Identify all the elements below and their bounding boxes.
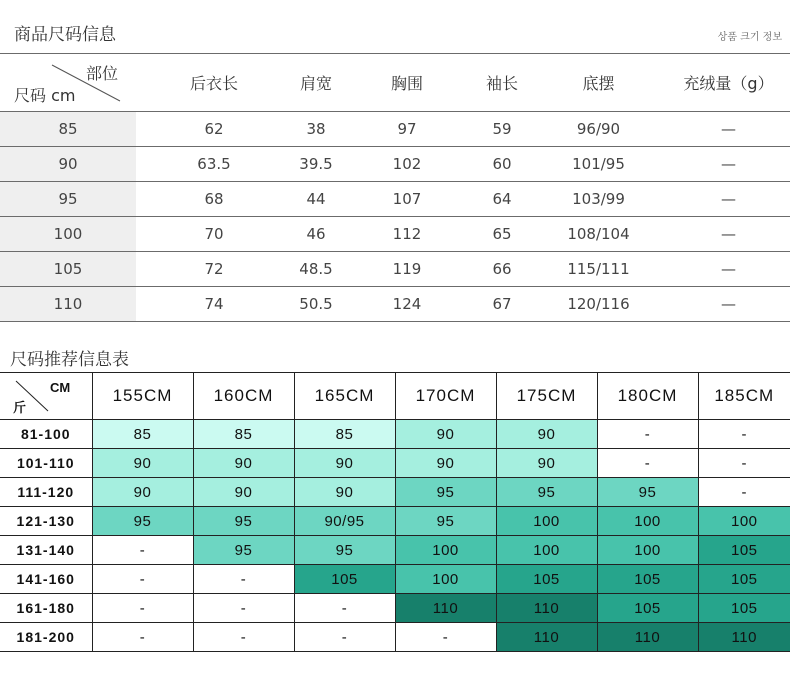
recommend-cell: 90 <box>294 449 395 478</box>
recommend-cell: 110 <box>496 594 597 623</box>
table-row <box>0 147 790 182</box>
table-cell: 108/104 <box>530 217 667 252</box>
table-cell: 119 <box>340 252 474 287</box>
weight-range-cell: 111-120 <box>0 478 92 507</box>
table-row <box>0 449 790 478</box>
header-sleeve: 袖长 <box>474 54 530 112</box>
table-cell: 115/111 <box>530 252 667 287</box>
recommend-cell: 105 <box>698 594 790 623</box>
recommend-cell: - <box>294 623 395 652</box>
table-row <box>0 252 790 287</box>
recommend-cell: 105 <box>698 565 790 594</box>
recommend-cell: 95 <box>597 478 698 507</box>
recommend-cell: 90 <box>92 478 193 507</box>
table-row <box>0 217 790 252</box>
recommend-cell: 100 <box>496 507 597 536</box>
recommend-cell: - <box>193 623 294 652</box>
header-height-155: 155CM <box>92 373 193 420</box>
recommend-cell: 100 <box>496 536 597 565</box>
recommend-cell: 90 <box>294 478 395 507</box>
table-row <box>0 594 790 623</box>
table-cell: — <box>667 217 790 252</box>
recommend-cell: 100 <box>597 507 698 536</box>
recommend-cell: - <box>597 449 698 478</box>
recommend-cell: 110 <box>698 623 790 652</box>
size-info-header-row <box>0 54 790 112</box>
recommend-cell: 90 <box>496 420 597 449</box>
recommend-cell: 95 <box>496 478 597 507</box>
header-back-length: 后衣长 <box>136 54 292 112</box>
table-cell: 112 <box>340 217 474 252</box>
recommend-cell: 95 <box>294 536 395 565</box>
recommend-cell: 95 <box>193 507 294 536</box>
corner-label-size: 尺码 cm <box>14 86 76 105</box>
table-cell: 62 <box>136 112 292 147</box>
recommend-cell: 95 <box>395 507 496 536</box>
header-down-fill: 充绒量（g） <box>667 54 790 112</box>
table-cell: 64 <box>474 182 530 217</box>
table-row <box>0 182 790 217</box>
recommend-cell: 90/95 <box>294 507 395 536</box>
recommend-cell: 95 <box>395 478 496 507</box>
weight-range-cell: 161-180 <box>0 594 92 623</box>
recommend-cell: 90 <box>395 449 496 478</box>
table-cell: 74 <box>136 287 292 322</box>
table-cell: 50.5 <box>292 287 340 322</box>
recommend-cell: 85 <box>193 420 294 449</box>
recommend-cell: 110 <box>496 623 597 652</box>
recommend-cell: 90 <box>395 420 496 449</box>
weight-range-cell: 181-200 <box>0 623 92 652</box>
table-cell: 46 <box>292 217 340 252</box>
corner-label-part: 部位 <box>86 64 119 83</box>
recommend-cell: - <box>395 623 496 652</box>
table-cell: 72 <box>136 252 292 287</box>
recommend-cell: - <box>698 478 790 507</box>
recommend-cell: 90 <box>92 449 193 478</box>
header-height-160: 160CM <box>193 373 294 420</box>
weight-range-cell: 141-160 <box>0 565 92 594</box>
recommend-cell: - <box>92 623 193 652</box>
table-row <box>0 536 790 565</box>
table-cell: 120/116 <box>530 287 667 322</box>
header-height-180: 180CM <box>597 373 698 420</box>
corner-label-weight: 斤 <box>13 400 28 415</box>
recommend-cell: 105 <box>496 565 597 594</box>
table-cell: 102 <box>340 147 474 182</box>
table-row <box>0 112 790 147</box>
recommend-cell: - <box>92 565 193 594</box>
table-cell: 63.5 <box>136 147 292 182</box>
recommend-cell: 105 <box>294 565 395 594</box>
table-cell: 101/95 <box>530 147 667 182</box>
table-cell: 68 <box>136 182 292 217</box>
size-recommend-table <box>0 372 790 652</box>
recommend-cell: - <box>193 565 294 594</box>
header-height-165: 165CM <box>294 373 395 420</box>
table-cell: 96/90 <box>530 112 667 147</box>
recommend-cell: 90 <box>496 449 597 478</box>
recommend-cell: 105 <box>597 594 698 623</box>
recommend-cell: - <box>193 594 294 623</box>
weight-range-cell: 121-130 <box>0 507 92 536</box>
header-chest: 胸围 <box>340 54 474 112</box>
header-height-185: 185CM <box>698 373 790 420</box>
table-cell: 65 <box>474 217 530 252</box>
table-cell: — <box>667 147 790 182</box>
table-cell: 124 <box>340 287 474 322</box>
size-cell: 95 <box>0 182 136 217</box>
recommend-cell: - <box>597 420 698 449</box>
table-cell: 107 <box>340 182 474 217</box>
recommend-cell: 105 <box>698 536 790 565</box>
corner-label-height: CM <box>50 380 71 395</box>
size-info-corner <box>0 54 136 112</box>
recommend-cell: 100 <box>698 507 790 536</box>
table-cell: 67 <box>474 287 530 322</box>
recommend-cell: 110 <box>597 623 698 652</box>
size-info-subtitle: 상품 크기 정보 <box>717 32 782 43</box>
table-row <box>0 623 790 652</box>
size-cell: 110 <box>0 287 136 322</box>
recommend-cell: 105 <box>597 565 698 594</box>
size-recommend-title: 尺码推荐信息表 <box>10 350 129 370</box>
table-cell: — <box>667 112 790 147</box>
recommend-cell: 90 <box>193 449 294 478</box>
table-cell: 48.5 <box>292 252 340 287</box>
size-cell: 105 <box>0 252 136 287</box>
size-cell: 100 <box>0 217 136 252</box>
weight-range-cell: 81-100 <box>0 420 92 449</box>
table-cell: 39.5 <box>292 147 340 182</box>
table-cell: — <box>667 287 790 322</box>
recommend-cell: 95 <box>92 507 193 536</box>
table-cell: 44 <box>292 182 340 217</box>
table-cell: — <box>667 252 790 287</box>
recommend-cell: 95 <box>193 536 294 565</box>
size-info-table <box>0 53 790 322</box>
header-height-170: 170CM <box>395 373 496 420</box>
table-cell: 97 <box>340 112 474 147</box>
table-cell: 70 <box>136 217 292 252</box>
header-hem: 底摆 <box>530 54 667 112</box>
recommend-cell: 90 <box>193 478 294 507</box>
recommend-cell: - <box>698 449 790 478</box>
table-row <box>0 287 790 322</box>
recommend-cell: - <box>92 536 193 565</box>
recommend-cell: 100 <box>597 536 698 565</box>
recommend-cell: 110 <box>395 594 496 623</box>
recommend-cell: - <box>92 594 193 623</box>
table-row <box>0 565 790 594</box>
table-row <box>0 420 790 449</box>
table-cell: 60 <box>474 147 530 182</box>
header-height-175: 175CM <box>496 373 597 420</box>
recommend-header-row <box>0 373 790 420</box>
recommend-cell: 100 <box>395 536 496 565</box>
table-cell: 59 <box>474 112 530 147</box>
recommend-cell: - <box>294 594 395 623</box>
weight-range-cell: 101-110 <box>0 449 92 478</box>
size-cell: 90 <box>0 147 136 182</box>
recommend-cell: 85 <box>294 420 395 449</box>
recommend-cell: 100 <box>395 565 496 594</box>
recommend-corner <box>0 373 92 420</box>
table-cell: — <box>667 182 790 217</box>
table-row <box>0 478 790 507</box>
recommend-cell: - <box>698 420 790 449</box>
weight-range-cell: 131-140 <box>0 536 92 565</box>
header-shoulder: 肩宽 <box>292 54 340 112</box>
size-cell: 85 <box>0 112 136 147</box>
size-info-title: 商品尺码信息 <box>14 25 116 45</box>
table-row <box>0 507 790 536</box>
table-cell: 103/99 <box>530 182 667 217</box>
table-cell: 66 <box>474 252 530 287</box>
recommend-cell: 85 <box>92 420 193 449</box>
table-cell: 38 <box>292 112 340 147</box>
